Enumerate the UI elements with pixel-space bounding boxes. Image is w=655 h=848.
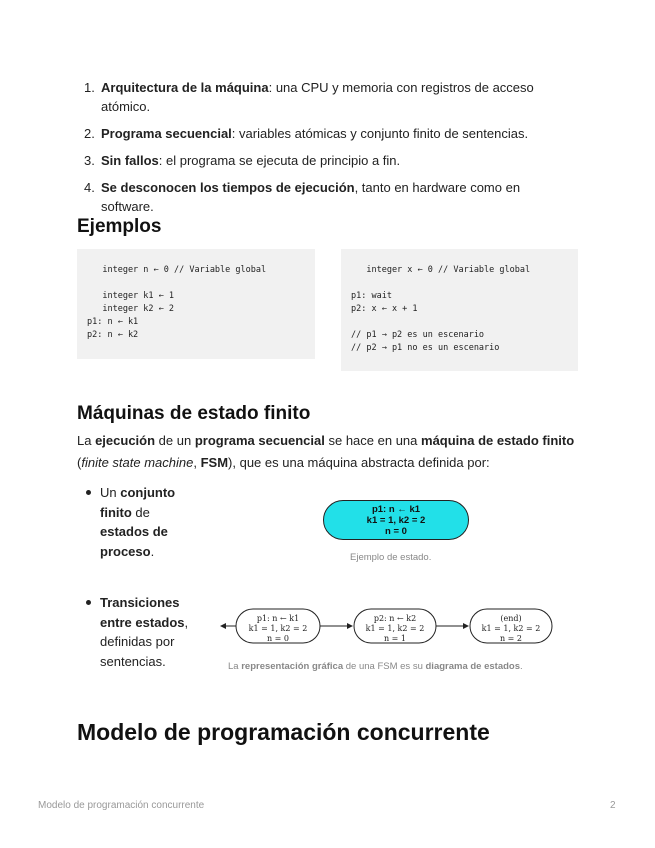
caption-state-diagram: La representación gráfica de una FSM es su diagrama de estados. [228, 661, 523, 672]
code-block-left: integer n ← 0 // Variable global integer k1 ← 1 integer k2 ← 2 p1: n ← k1 p2: n ← k2 [77, 249, 315, 359]
example-state [323, 500, 469, 540]
list-item-text: : una CPU y memoria con registros de acceso atómico. [101, 80, 534, 114]
state-diagram [218, 604, 578, 648]
page-number: 2 [610, 800, 616, 811]
list-number: 3. [84, 153, 95, 168]
list-item-bold: Programa secuencial [101, 126, 232, 141]
state-line: n = 0 [385, 526, 407, 537]
list-item-text: , tanto en hardware como en software. [101, 180, 521, 214]
list-item-bold: Se desconocen los tiempos de ejecución [101, 180, 355, 195]
fsm-paragraph: La ejecución de un programa secuencial se hace en una máquina de estado finito (finite state machine, FSM), que es una máquina abstracta definida por: [77, 433, 575, 470]
footer-title: Modelo de programación concurrente [38, 800, 205, 811]
section-title: Modelo de programación concurrente [77, 719, 490, 745]
diagram-state-line: p1: n ← k1 [256, 614, 300, 623]
section-heading-fsm: Máquinas de estado finito [77, 403, 311, 424]
state-line: p1: n ← k1 [371, 504, 421, 515]
diagram-state-line: k1 = 1, k2 = 2 [365, 624, 425, 633]
code-block-right: integer x ← 0 // Variable global p1: wait p2: x ← x + 1 // p1 → p2 es un escenario // p2 → p1 no es un escenario [341, 249, 578, 371]
diagram-state-line: p2: n ← k2 [373, 614, 417, 623]
state-line: k1 = 1, k2 = 2 [366, 515, 426, 526]
diagram-state-line: n = 1 [383, 634, 407, 643]
caption-example-state: Ejemplo de estado. [350, 552, 432, 563]
bullet-states: Un conjunto finito de estados de proceso. [100, 485, 176, 559]
list-item-text: : el programa se ejecuta de principio a fin. [158, 153, 401, 168]
bullet-dot [86, 490, 91, 495]
diagram-state-line: k1 = 1, k2 = 2 [248, 624, 308, 633]
diagram-state-line: n = 0 [266, 634, 290, 643]
list-number: 2. [84, 126, 95, 141]
diagram-state-line: k1 = 1, k2 = 2 [481, 624, 541, 633]
diagram-state-line: (end) [500, 614, 522, 623]
list-item-bold: Arquitectura de la máquina [101, 80, 269, 95]
list-item-bold: Sin fallos [101, 153, 159, 168]
section-heading-ejemplos: Ejemplos [77, 216, 162, 237]
list-number: 1. [84, 80, 95, 95]
bullet-transitions: Transiciones entre estados, definidas por sentencias. [100, 595, 189, 669]
diagram-state-line: n = 2 [499, 634, 523, 643]
bullet-dot [86, 600, 91, 605]
list-item-text: : variables atómicas y conjunto finito de sentencias. [231, 126, 529, 141]
list-number: 4. [84, 180, 95, 195]
